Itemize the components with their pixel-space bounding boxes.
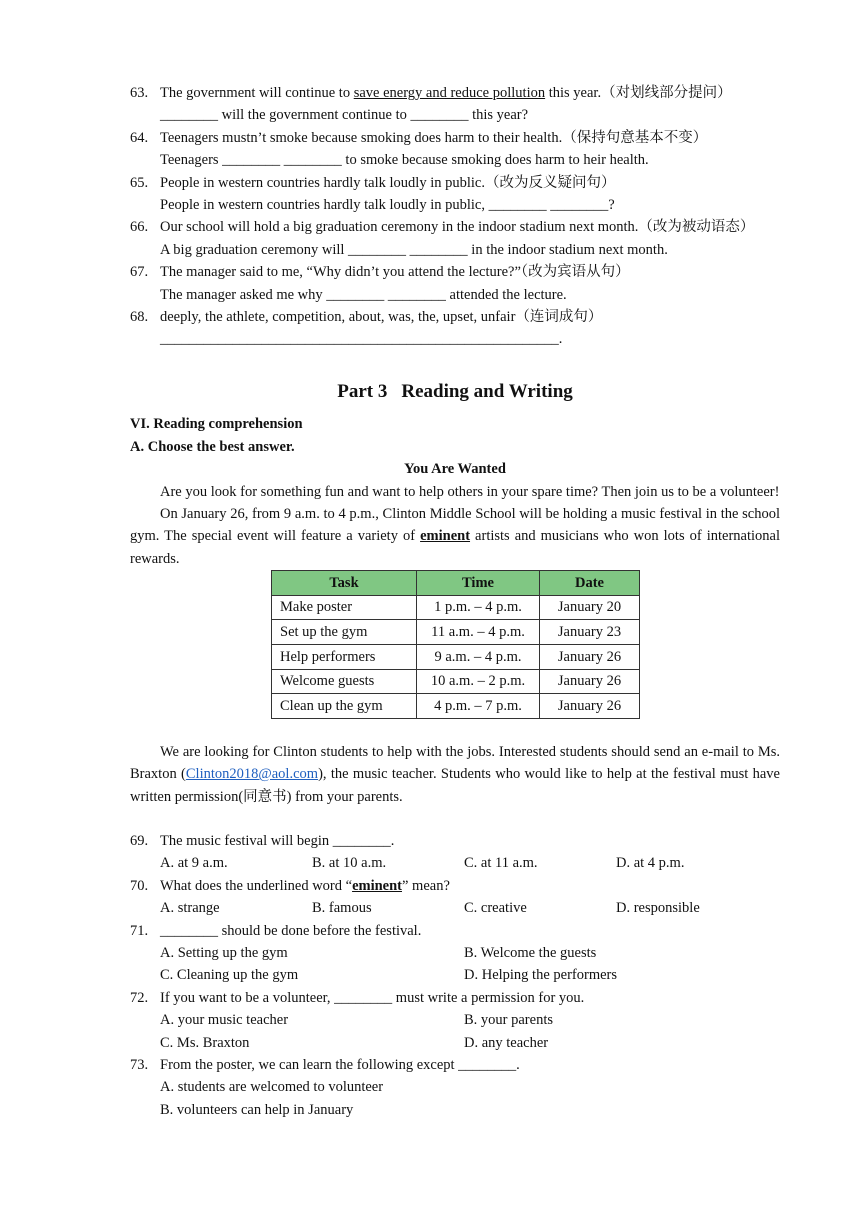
time-cell: 10 a.m. – 2 p.m. xyxy=(417,669,540,694)
question-number: 70. xyxy=(130,877,149,894)
column-header-time: Time xyxy=(417,571,540,596)
question-number: 71. xyxy=(130,922,149,939)
table-row xyxy=(272,669,640,694)
option-d: D. Helping the performers xyxy=(464,967,618,984)
passage-paragraph-2 xyxy=(130,503,780,570)
table-row xyxy=(272,620,640,645)
date-cell: January 26 xyxy=(540,644,640,669)
table-row xyxy=(272,595,640,620)
answer-options xyxy=(130,897,780,919)
paragraph-text: We are looking for Clinton students to help with the jobs. Interested students should send an e-mail to Ms. Braxton ( xyxy=(130,743,780,783)
subsection-heading: A. Choose the best answer. xyxy=(130,438,295,455)
date-cell: January 26 xyxy=(540,694,640,719)
option-b: B. volunteers can help in January xyxy=(160,1101,354,1118)
option-a: A. at 9 a.m. xyxy=(160,855,228,872)
question-68 xyxy=(130,306,780,351)
question-71 xyxy=(130,920,780,942)
time-cell: 4 p.m. – 7 p.m. xyxy=(417,694,540,719)
question-number: 65. xyxy=(130,174,149,191)
answer-options xyxy=(130,942,780,964)
answer-line: _______________________________________________________. xyxy=(160,331,563,348)
answer-line: The manager asked me why ________ ________ attended the lecture. xyxy=(160,286,567,303)
question-63 xyxy=(130,82,780,127)
task-schedule-table xyxy=(271,570,640,719)
question-64 xyxy=(130,127,780,172)
question-prompt: Our school will hold a big graduation ceremony in the indoor stadium next month.（改为被动语态） xyxy=(160,219,755,236)
prompt-instruction: this year.（对划线部分提问） xyxy=(545,85,732,101)
answer-line: People in western countries hardly talk loudly in public, ________ ________? xyxy=(160,197,615,214)
option-c: C. Ms. Braxton xyxy=(160,1034,250,1051)
option-c: C. Cleaning up the gym xyxy=(160,967,299,984)
question-72 xyxy=(130,987,780,1009)
option-d: D. at 4 p.m. xyxy=(616,855,685,872)
question-prompt: deeply, the athlete, competition, about, was, the, upset, unfair（连词成句） xyxy=(160,309,603,326)
option-b: B. Welcome the guests xyxy=(464,944,597,961)
question-70 xyxy=(130,875,780,897)
emphasized-word: eminent xyxy=(420,528,471,545)
table-row xyxy=(272,694,640,719)
passage-title: You Are Wanted xyxy=(404,461,506,478)
question-65 xyxy=(130,172,780,217)
question-number: 66. xyxy=(130,219,149,236)
worksheet-page xyxy=(130,82,780,1121)
part-label: Part 3 xyxy=(337,380,388,402)
task-cell: Set up the gym xyxy=(272,620,417,645)
paragraph-text: On January 26, from 9 a.m. to 4 p.m., Clinton Middle School will be holding a music festival in the school gym. The special event will feature a variety of xyxy=(130,505,780,545)
option-a: A. Setting up the gym xyxy=(160,944,288,961)
answer-line: Teenagers ________ ________ to smoke because smoking does harm to heir health. xyxy=(160,152,649,169)
question-number: 73. xyxy=(130,1056,149,1073)
paragraph-text: ), the music teacher. Students who would like to help at the festival must have written permission(同意书) from your parents. xyxy=(130,766,780,805)
time-cell: 9 a.m. – 4 p.m. xyxy=(417,644,540,669)
answer-options xyxy=(130,964,780,986)
prompt-text: The government will continue to xyxy=(160,85,354,101)
date-cell: January 23 xyxy=(540,620,640,645)
question-stem: ________ should be done before the festival. xyxy=(160,922,422,939)
table-row xyxy=(272,644,640,669)
question-number: 72. xyxy=(130,989,149,1006)
question-prompt: Teenagers mustn’t smoke because smoking does harm to their health.（保持句意基本不变） xyxy=(160,129,708,146)
answer-options xyxy=(130,1009,780,1031)
question-69 xyxy=(130,830,780,852)
time-cell: 1 p.m. – 4 p.m. xyxy=(417,595,540,620)
option-d: D. responsible xyxy=(616,900,700,917)
answer-options xyxy=(130,852,780,874)
task-cell: Welcome guests xyxy=(272,669,417,694)
date-cell: January 20 xyxy=(540,595,640,620)
option-b: B. at 10 a.m. xyxy=(312,855,387,872)
underlined-phrase: save energy and reduce pollution xyxy=(353,85,546,101)
question-prompt xyxy=(160,82,780,104)
time-cell: 11 a.m. – 4 p.m. xyxy=(417,620,540,645)
column-header-task: Task xyxy=(272,571,417,596)
question-stem xyxy=(160,875,780,897)
column-header-date: Date xyxy=(540,571,640,596)
question-prompt: The manager said to me, “Why didn’t you attend the lecture?”（改为宾语从句） xyxy=(160,264,630,281)
answer-line: A big graduation ceremony will ________ ________ in the indoor stadium next month. xyxy=(160,241,668,258)
question-stem: If you want to be a volunteer, ________ must write a permission for you. xyxy=(160,989,585,1006)
option-a: A. students are welcomed to volunteer xyxy=(160,1079,384,1096)
option-c: C. at 11 a.m. xyxy=(464,855,538,872)
task-cell: Clean up the gym xyxy=(272,694,417,719)
passage-paragraph-1: Are you look for something fun and want to help others in your spare time? Then join us to be a volunteer! xyxy=(160,483,780,500)
passage-paragraph-3 xyxy=(130,741,780,808)
question-66 xyxy=(130,216,780,261)
emphasized-word: eminent xyxy=(352,877,402,894)
question-number: 69. xyxy=(130,832,149,849)
option-a: A. strange xyxy=(160,900,220,917)
question-number: 67. xyxy=(130,264,149,281)
question-prompt: People in western countries hardly talk loudly in public.（改为反义疑问句） xyxy=(160,174,616,191)
section-heading: VI. Reading comprehension xyxy=(130,416,303,433)
option-b: B. your parents xyxy=(464,1012,553,1029)
option-a: A. your music teacher xyxy=(160,1012,289,1029)
stem-text: ” mean? xyxy=(402,877,450,894)
option-b: B. famous xyxy=(312,900,372,917)
paragraph-text: artists and musicians who won lots of international rewards. xyxy=(130,528,780,567)
option-c: C. creative xyxy=(464,900,527,917)
date-cell: January 26 xyxy=(540,669,640,694)
question-73 xyxy=(130,1054,780,1076)
answer-line: ________ will the government continue to ________ this year? xyxy=(160,107,529,124)
question-number: 64. xyxy=(130,129,149,146)
question-stem: From the poster, we can learn the following except ________. xyxy=(160,1056,520,1073)
stem-text: What does the underlined word “ xyxy=(160,877,353,894)
question-number: 63. xyxy=(130,85,149,101)
part-heading xyxy=(130,381,780,403)
question-number: 68. xyxy=(130,309,149,326)
question-67 xyxy=(130,261,780,306)
table-header-row xyxy=(272,571,640,596)
email-link[interactable]: Clinton2018@aol.com xyxy=(185,766,319,783)
question-stem: The music festival will begin ________. xyxy=(160,832,395,849)
part-title: Reading and Writing xyxy=(401,380,573,402)
task-cell: Make poster xyxy=(272,595,417,620)
answer-options xyxy=(130,1032,780,1054)
task-cell: Help performers xyxy=(272,644,417,669)
option-d: D. any teacher xyxy=(464,1034,549,1051)
